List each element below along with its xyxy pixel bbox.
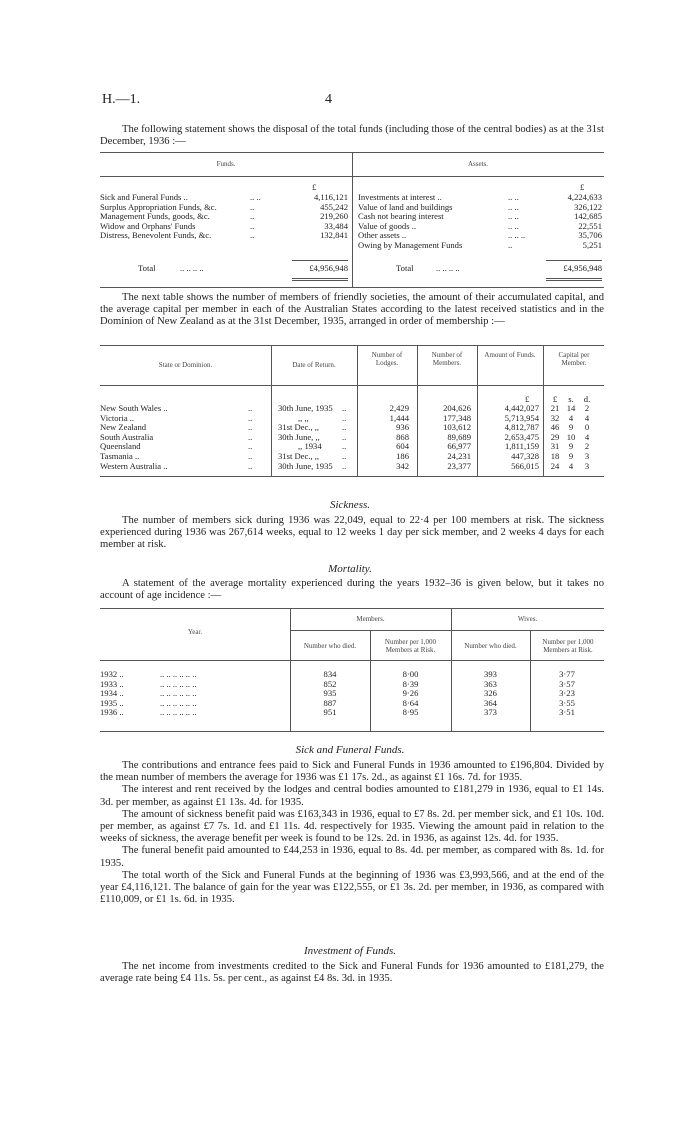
unit-shillings: s.: [568, 394, 574, 404]
header-wives-died: Number who died.: [464, 642, 517, 650]
funds-total-value: £4,956,948: [309, 263, 348, 273]
funds-list: [100, 193, 352, 241]
mortality-paragraph: A statement of the average mortality experienced during the years 1932–36 is given below, but it takes no account of age incidence :—: [100, 578, 604, 602]
table-row: Victoria .. .. ,, ,, .. 1,444 177,348 5,713,954 32 4 4: [100, 412, 590, 423]
funds-currency: £: [312, 182, 317, 192]
assets-list: [358, 193, 604, 251]
states-rows: [100, 404, 604, 471]
table-row: New Zealand .. 31st Dec., ,, .. 936 103,612 4,812,787 46 9 0: [100, 422, 590, 433]
assets-total-value: £4,956,948: [563, 263, 602, 273]
sick-funeral-paragraphs: [100, 760, 604, 906]
fund-row: Distress, Benevolent Funds, &c. .. 132,841: [100, 230, 348, 241]
asset-row: Cash not bearing interest .. .. 142,685: [358, 211, 602, 222]
table-row: New South Wales .. .. 30th June, 1935 .. 2,429 204,626 4,442,027 21 14 2: [100, 403, 590, 413]
header-members-per1000: Number per 1,000 Members at Risk.: [384, 638, 437, 654]
header-state: State or Dominion.: [158, 361, 213, 369]
table-row: 1932 .. .. .. .. .. .. .. 834 8·00 393 3·77: [100, 669, 575, 679]
header-lodges: Number of Lodges.: [371, 351, 403, 367]
asset-row: Value of goods .. .. .. 22,551: [358, 220, 602, 231]
table-row: 1936 .. .. .. .. .. .. .. 951 8·95 373 3·51: [100, 707, 575, 718]
sickness-paragraph: The number of members sick during 1936 was 22,049, equal to 22·4 per 100 members at risk. The sickness experienced during 1936 was 267,614 weeks, equal to 12 weeks 1 day per sick member, and 2 weeks 4 days for each member at risk.: [100, 515, 604, 551]
report-reference: H.—1.: [102, 92, 141, 107]
table-row: 1935 .. .. .. .. .. .. .. 887 8·64 364 3·55: [100, 697, 575, 708]
page-number: 4: [325, 92, 332, 107]
header-year: Year.: [187, 628, 203, 636]
asset-row: Other assets .. .. .. .. 35,706: [358, 230, 602, 241]
sick-funeral-paragraph: The contributions and entrance fees paid to Sick and Funeral Funds in 1936 amounted to £196,804. Divided by the mean number of members the average for 1936 was £1 17s. 2d., as against £1 16s. 7d. for 1935.: [100, 760, 604, 784]
assets-total-dots: .. .. .. ..: [436, 263, 460, 273]
funds-total-label: Total: [138, 263, 156, 273]
fund-row: Widow and Orphans' Funds .. 33,484: [100, 220, 348, 231]
states-table: [100, 345, 604, 477]
assets-total-label: Total: [396, 263, 414, 273]
sick-funeral-paragraph: The funeral benefit paid amounted to £44,253 in 1936, equal to 8s. 4d. per member, as compared with 8s. 1d. for 1935.: [100, 845, 604, 869]
table-row: 1934 .. .. .. .. .. .. .. 935 9·26 326 3·23: [100, 688, 575, 699]
header-funds: Amount of Funds.: [484, 351, 536, 359]
asset-row: Value of land and buildings .. .. 326,122: [358, 201, 602, 212]
unit-pounds: £: [552, 394, 558, 404]
header-date: Date of Return.: [292, 361, 336, 369]
mortality-heading: Mortality.: [328, 563, 372, 575]
header-members: Number of Members.: [431, 351, 463, 367]
sickness-heading: Sickness.: [329, 499, 370, 511]
mortality-rows: [100, 670, 604, 718]
fund-row: Sick and Funeral Funds .. .. .. 4,116,121: [100, 192, 348, 202]
header-members-died: Number who died.: [303, 642, 357, 650]
table-row: South Australia .. 30th June, ,, .. 868 89,689 2,653,475 29 10 4: [100, 431, 590, 442]
header-wives-per1000: Number per 1,000 Members at Risk.: [542, 638, 594, 654]
assets-currency: £: [580, 182, 585, 192]
sick-funeral-paragraph: The total worth of the Sick and Funeral Funds at the beginning of 1936 was £3,993,566, and at the end of the year £4,116,121. The balance of gain for the year was £122,555, or £1 3s. 2d. per member, in 1936, as compared with £110,009, or £1 1s. 6d. in 1935.: [100, 869, 604, 906]
header-capital: Capital per Member.: [558, 351, 590, 367]
mortality-table: [100, 608, 604, 732]
table-row: 1933 .. .. .. .. .. .. .. 852 8·39 363 3·57: [100, 678, 575, 689]
fund-row: Surplus Appropriation Funds, &c. .. 455,242: [100, 201, 348, 212]
asset-row: Investments at interest .. .. .. 4,224,633: [358, 192, 602, 202]
sick-funeral-heading: Sick and Funeral Funds.: [295, 744, 405, 756]
unit-funds: £: [525, 394, 530, 404]
intro-paragraph-2: The next table shows the number of members of friendly societies, the amount of their accumulated capital, and the average capital per member in each of the Australian States according to the latest received statistics and in the Dominion of New Zealand as at the 31st December, 1935, arranged in order of membership :—: [100, 292, 604, 328]
funds-total-dots: .. .. .. ..: [180, 263, 204, 273]
table-row: Western Australia .. .. 30th June, 1935 .. 342 23,377 566,015 24 4 3: [100, 460, 590, 471]
sick-funeral-paragraph: The amount of sickness benefit paid was £163,343 in 1936, equal to £7 8s. 2d. per member sick, and £1 10s. 10d. per member, as against £7 7s. 1d. and £1 11s. 4d. respectively for 1935. Viewing the amount paid in relation to the weeks of sickness, the average benefit per week is found to be 12s. 2d. in 1936, as against 12s. 4d. for 1935.: [100, 808, 604, 845]
unit-pence: d.: [583, 394, 591, 404]
investment-heading: Investment of Funds.: [304, 945, 396, 957]
fund-row: Management Funds, goods, &c. .. 219,260: [100, 211, 348, 222]
asset-row: Owing by Management Funds .. 5,251: [358, 239, 602, 250]
header-wives: Wives.: [517, 615, 538, 623]
header-members: Members.: [356, 615, 385, 623]
investment-paragraph: The net income from investments credited to the Sick and Funeral Funds for 1936 amounted to £181,279, the average rate being £4 11s. 5s. per cent., as against £4 8s. 3d. in 1935.: [100, 961, 604, 985]
table-row: Tasmania .. .. 31st Dec., ,, .. 186 24,231 447,328 18 9 3: [100, 450, 590, 461]
table-row: Queensland .. ,, 1934 .. 604 66,977 1,811,159 31 9 2: [100, 441, 590, 452]
funds-assets-table: [100, 152, 604, 288]
assets-column-header: Assets.: [467, 160, 489, 168]
sick-funeral-paragraph: The interest and rent received by the lodges and central bodies amounted to £181,279 in 1936, equal to £1 14s. 3d. per member, as against £1 13s. 4d. for 1935.: [100, 784, 604, 808]
intro-paragraph-1: The following statement shows the disposal of the total funds (including those of the central bodies) as at the 31st December, 1936 :—: [100, 124, 604, 148]
funds-column-header: Funds.: [216, 160, 236, 168]
